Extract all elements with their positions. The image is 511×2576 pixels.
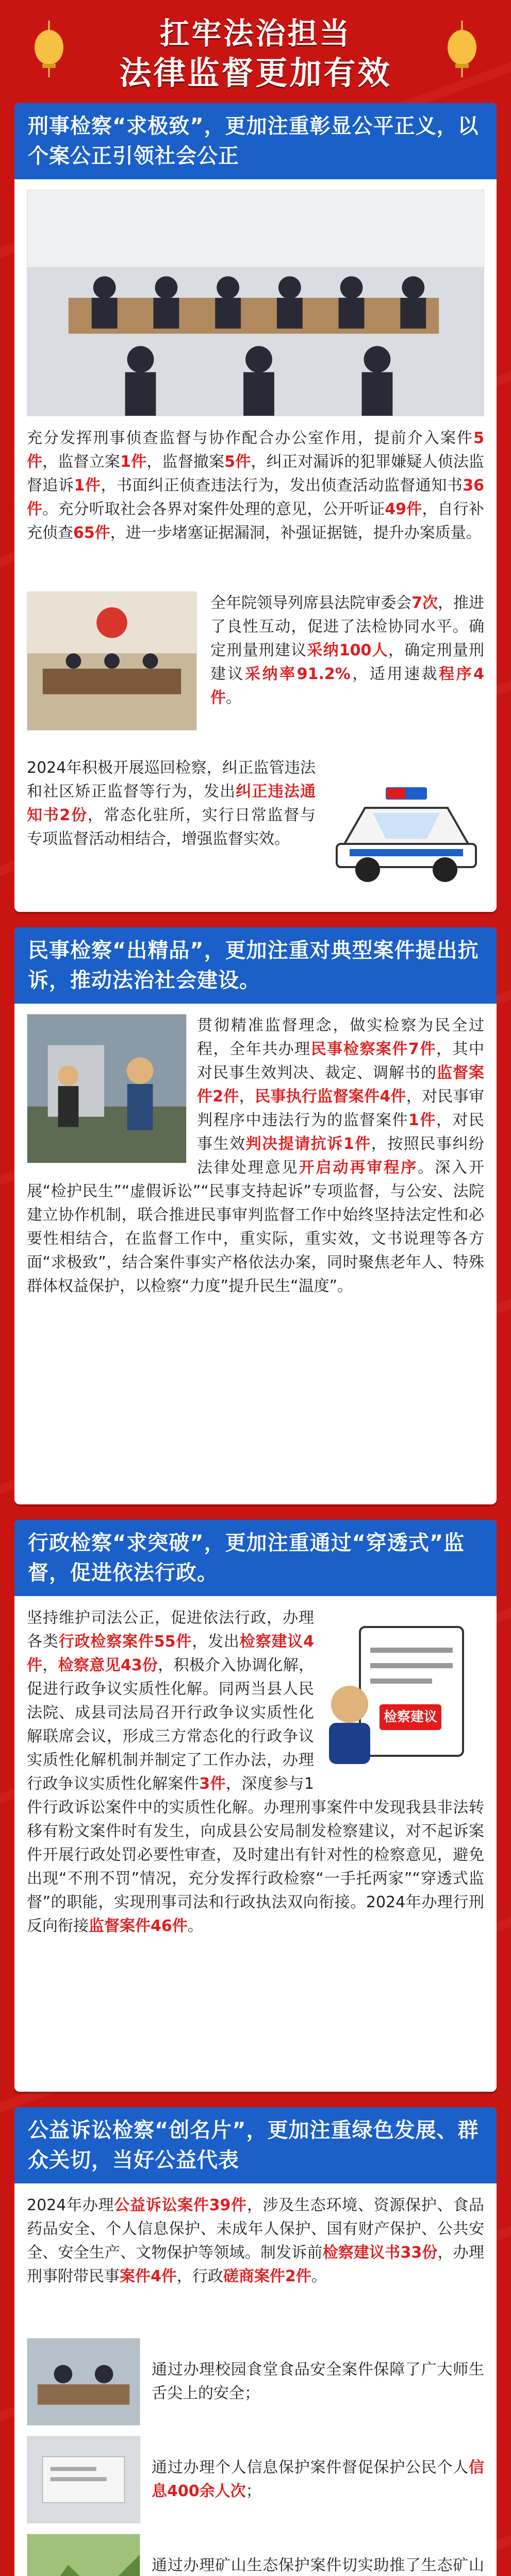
photo-meeting-room [27,190,484,416]
photo-mine [27,2534,140,2576]
section-civil-heading: 民事检察“出精品”，更加注重对典型案件提出抗诉，推动法治社会建设。 [14,927,497,1004]
title-line-1: 扛牢法治担当 [159,16,352,51]
bullet-mine-ecology [27,2534,484,2576]
photo-courtroom [27,591,197,731]
s3-paragraph-1: 坚持维护司法公正，促进依法行政，办理各类行政检察案件55件，发出检察建议4件，检察意见43份，积极介入协调化解，促进行政争议实质性化解。同两当县人民法院、成县司法局召开行政争议实质性化解联席会议，形成三方常态化的行政争议实质性化解机制并制定了工作办法，办理行政争议实质性化解案件3件，深度参与1件行政诉讼案件中的实质性化解。办理刑事案件中发现我县非法转移有粉文案件时有发生，向成县公安局制发检察建议，对不起诉案件开展行政处罚必要性审查，及时建出有针对性的检察意见，避免出现“不刑不罚”情况，充分发挥行政检察“一手托两家”“穿透式监督”的职能，实现刑事司法和行政执法双向衔接。2024年办理行刑反向衔接监督案件46件。 [27,1609,484,1935]
s1-paragraph-3: 2024年积极开展巡回检察，纠正监管违法和社区矫正监督等行为，发出纠正违法通知书2份，常态化驻所，实行日常监督与专项监督活动相结合，增强监督实效。 [27,759,316,848]
police-car-icon [329,767,484,885]
bullet-mine-ecology-text: 通过办理矿山生态保护案件切实助推了生态矿山 [152,2556,484,2574]
s2-paragraph-1: 贯彻精准监督理念，做实检察为民全过程，全年共办理民事检察案件7件，其中对民事生效判决、裁定、调解书的监督案件2件，民事执行监督案件4件，对民事审判程序中违法行为的监督案件1件，对民事生效判决提请抗诉1件，按照民事纠纷法律处理意见开启动再审程序。深入开展“检护民生”“虚假诉讼”“民事支持起诉”专项监督，与公安、法院建立协作机制，联合推进民事审判监督工作中始终坚持法定性和必要性相结合，在监督工作中，重实际，重实效，文书说理等各方面“求极致”，结合案件事实产格依法办案，同时聚焦老年人、特殊群体权益保护，以检察“力度”提升民生“温度”。 [27,1016,485,1295]
bullet-school-canteen [27,2338,484,2426]
photo-personal-info [27,2436,140,2523]
s1-paragraph-1: 充分发挥刑事侦查监督与协作配合办公室作用，提前介入案件5件，监督立案1件，监督撤案5件，纠正对漏诉的犯罪嫌疑人侦法监督追诉1件，书面纠正侦查违法行为，发出侦查活动监督通知书36件。充分听取社会各界对案件处理的意见，公开听证49件，自行补充侦查65件，进一步堵塞证据漏洞，补强证据链，提升办案质量。 [27,429,485,542]
section-administrative [14,1520,497,2092]
bullet-personal-info [27,2436,484,2523]
s1-paragraph-2: 全年院领导列席县法院审委会7次，推进了良性互动，促进了法检协同水平。确定刑量刑建议采纳100人，确定刑量刑建议采纳率91.2%，适用速裁程序4件。 [210,594,485,707]
s4-paragraph-1: 2024年办理公益诉讼案件39件，涉及生态环境、资源保护、食品药品安全、个人信息保护、未成年人保护、国有财产保护、公共安全、安全生产、文物保护等领域。制发诉前检察建议书33份，办理刑事附带民事案件4件，行政磋商案件2件。 [27,2196,484,2285]
header [0,0,511,98]
section-public-interest-heading: 公益诉讼检察“创名片”，更加注重绿色发展、群众关切，当好公益代表 [14,2107,497,2183]
bullet-personal-info-text: 通过办理个人信息保护案件督促保护公民个人信息400余人次； [152,2459,484,2500]
bullet-school-canteen-text: 通过办理校园食堂食品安全案件保障了广大师生舌尖上的安全； [152,2361,484,2402]
section-criminal [14,103,497,912]
section-public-interest [14,2107,497,2576]
section-criminal-heading: 刑事检察“求极致”，更加注重彰显公平正义，以个案公正引领社会公正 [14,103,497,179]
photo-canteen [27,2338,140,2426]
section-administrative-heading: 行政检察“求突破”，更加注重通过“穿透式”监督，促进依法行政。 [14,1520,497,1596]
prosecution-proposal-badge: 检察建议 [380,1704,441,1730]
section-civil [14,927,497,1504]
title-line-2: 法律监督更加有效 [119,54,392,92]
